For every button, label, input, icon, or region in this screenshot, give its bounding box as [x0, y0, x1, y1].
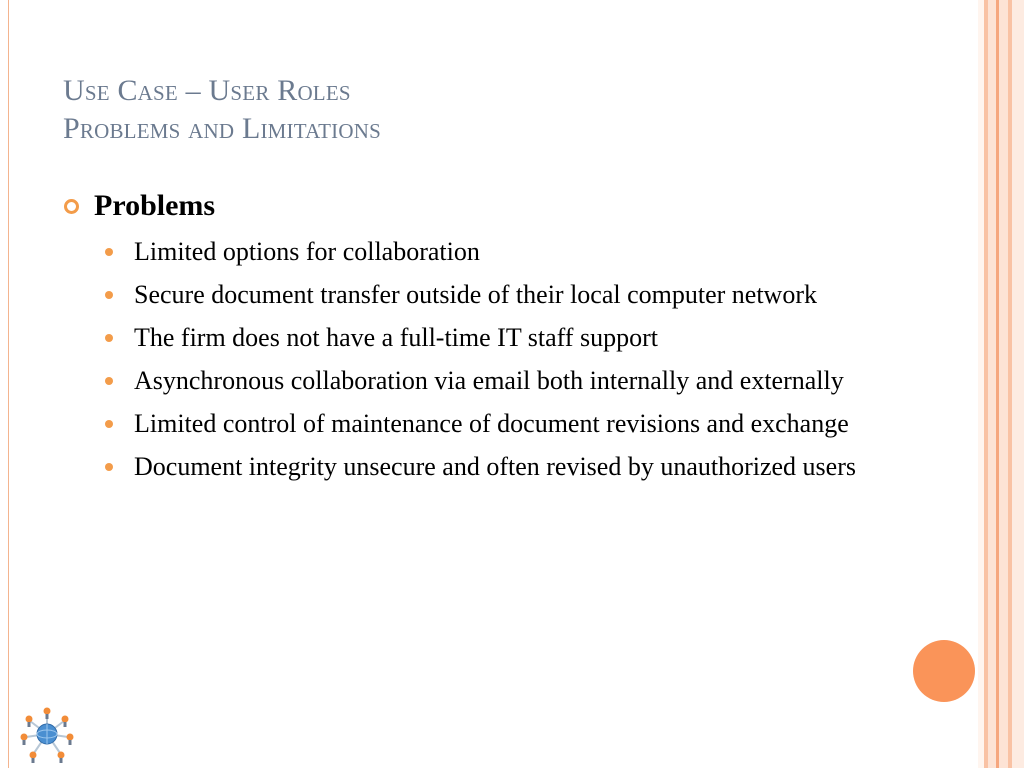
list-item	[103, 320, 894, 356]
section-heading-row	[63, 186, 883, 226]
section-heading: Problems	[94, 189, 216, 222]
network-globe-logo	[16, 703, 78, 765]
list-item-text: Document integrity unsecure and often revised by unauthorized users	[134, 452, 856, 481]
network-globe-icon	[16, 703, 78, 765]
list-item	[103, 406, 894, 442]
dot-bullet-icon	[105, 248, 113, 256]
list-item-text: Limited control of maintenance of document revisions and exchange	[134, 409, 849, 438]
list-item-text: Asynchronous collaboration via email both internally and externally	[134, 366, 844, 395]
slide-title	[63, 72, 381, 148]
list-item	[103, 234, 894, 270]
dot-bullet-icon	[105, 291, 113, 299]
list-item	[103, 277, 894, 313]
dot-bullet-icon	[105, 377, 113, 385]
list-item-text: Secure document transfer outside of their local computer network	[134, 280, 817, 309]
dot-bullet-icon	[105, 420, 113, 428]
slide-body	[63, 186, 883, 492]
dot-bullet-icon	[105, 334, 113, 342]
list-item-text: Limited options for collaboration	[134, 237, 480, 266]
title-line-1: Use Case – User Roles	[63, 74, 351, 107]
title-line-2: Problems and Limitations	[63, 112, 381, 145]
ring-bullet-icon	[64, 199, 79, 214]
right-decorative-stripes	[978, 0, 1024, 768]
dot-bullet-icon	[105, 463, 113, 471]
list-item-text: The firm does not have a full-time IT staff support	[134, 323, 658, 352]
decorative-orange-circle	[913, 640, 975, 702]
problem-list	[63, 234, 883, 485]
list-item	[103, 363, 894, 399]
left-border-line	[8, 0, 9, 768]
list-item	[103, 449, 894, 485]
